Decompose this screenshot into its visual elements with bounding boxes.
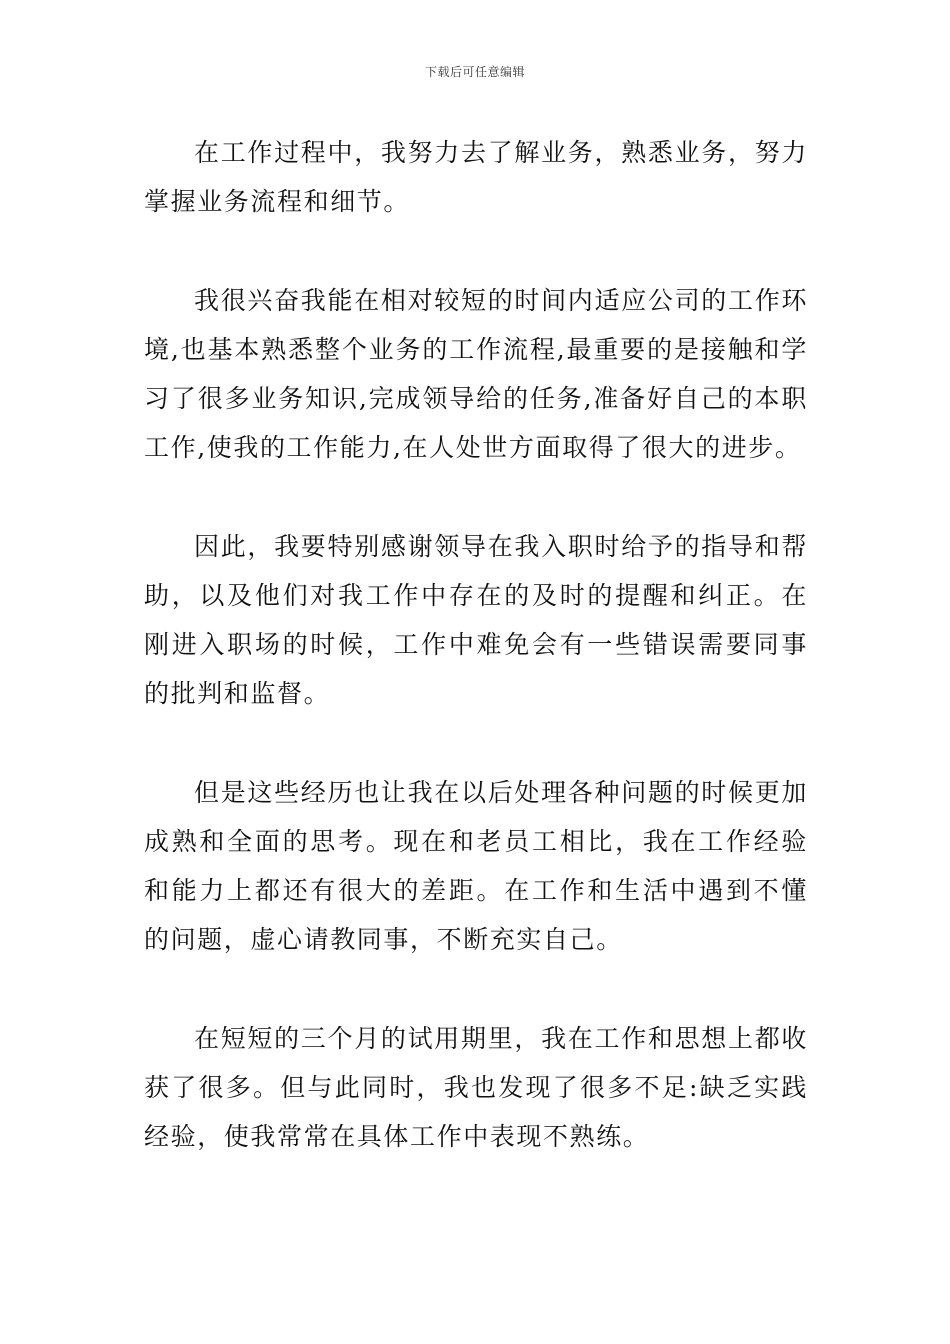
paragraph-3: 因此，我要特别感谢领导在我入职时给予的指导和帮助，以及他们对我工作中存在的及时的提醒和纠正。在刚进入职场的时候，工作中难免会有一些错误需要同事的批判和监督。 (144, 532, 808, 708)
paragraph-4: 但是这些经历也让我在以后处理各种问题的时候更加成熟和全面的思考。现在和老员工相比，我在工作经验和能力上都还有很大的差距。在工作和生活中遇到不懂的问题，虚心请教同事，不断充实自己。 (144, 778, 808, 954)
paragraph-5: 在短短的三个月的试用期里，我在工作和思想上都收获了很多。但与此同时，我也发现了很多不足:缺乏实践经验，使我常常在具体工作中表现不熟练。 (144, 1024, 808, 1151)
header-note: 下载后可任意编辑 (424, 65, 525, 79)
paragraph-1: 在工作过程中，我努力去了解业务，熟悉业务，努力掌握业务流程和细节。 (144, 138, 808, 216)
document-body (144, 128, 808, 1211)
paragraph-2: 我很兴奋我能在相对较短的时间内适应公司的工作环境,也基本熟悉整个业务的工作流程,最重要的是接触和学习了很多业务知识,完成领导给的任务,准备好自己的本职工作,使我的工作能力,在人处世方面取得了很大的进步。 (144, 286, 808, 462)
